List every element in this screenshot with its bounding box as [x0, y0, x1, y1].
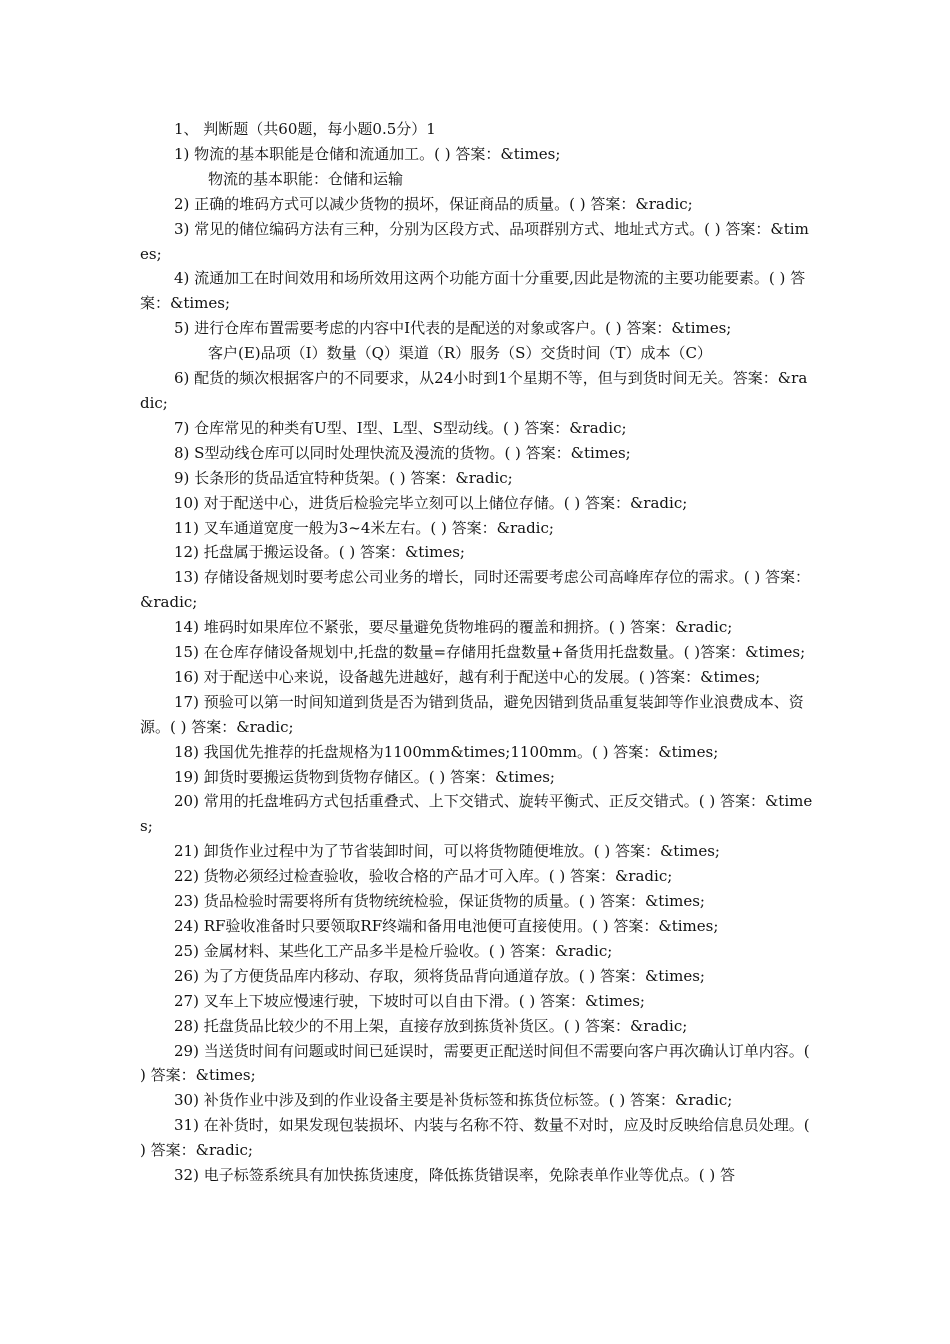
question-item: 11) 叉车通道宽度一般为3~4米左右。( ) 答案：&radic; — [174, 518, 554, 537]
question-item: 3) 常见的储位编码方法有三种，分别为区段方式、品项群别方式、地址式方式。( ) 答案：&times; — [140, 219, 809, 263]
question-item: 16) 对于配送中心来说，设备越先进越好，越有利于配送中心的发展。( )答案：&times; — [174, 667, 761, 686]
question-item: 27) 叉车上下坡应慢速行驶，下坡时可以自由下滑。( ) 答案：&times; — [174, 991, 645, 1010]
question-item: 2) 正确的堆码方式可以减少货物的损坏，保证商品的质量。( ) 答案：&radic; — [174, 194, 693, 213]
question-item: 32) 电子标签系统具有加快拣货速度，降低拣货错误率，免除表单作业等优点。( ) 答 — [174, 1166, 735, 1185]
note-line: 物流的基本职能：仓储和运输 — [208, 169, 404, 188]
question-item: 4) 流通加工在时间效用和场所效用这两个功能方面十分重要,因此是物流的主要功能要素。( ) 答案：&times; — [140, 269, 806, 313]
question-item: 1) 物流的基本职能是仓储和流通加工。( ) 答案：&times; — [174, 144, 561, 163]
question-item: 25) 金属材料、某些化工产品多半是检斤验收。( ) 答案：&radic; — [174, 941, 613, 960]
question-item: 5) 进行仓库布置需要考虑的内容中Ⅰ代表的是配送的对象或客户。( ) 答案：&times; — [174, 319, 732, 338]
question-item: 29) 当送货时间有问题或时间已延误时，需要更正配送时间但不需要向客户再次确认订单内容。( ) 答案：&times; — [140, 1041, 810, 1085]
question-item: 7) 仓库常见的种类有U型、I型、L型、S型动线。( ) 答案：&radic; — [174, 418, 627, 437]
question-item: 18) 我国优先推荐的托盘规格为1100mm&times;1100mm。( ) 答案：&times; — [174, 742, 719, 761]
question-item: 15) 在仓库存储设备规划中,托盘的数量=存储用托盘数量+备货用托盘数量。( )答案：&times; — [174, 643, 806, 662]
question-item: 21) 卸货作业过程中为了节省装卸时间，可以将货物随便堆放。( ) 答案：&times; — [174, 842, 720, 861]
question-item: 23) 货品检验时需要将所有货物统统检验，保证货物的质量。( ) 答案：&times; — [174, 892, 705, 911]
question-item: 31) 在补货时，如果发现包装损坏、内装与名称不符、数量不对时，应及时反映给信息员处理。( ) 答案：&radic; — [140, 1116, 810, 1160]
note-line: 客户(E)品项（I）数量（Q）渠道（R）服务（S）交货时间（T）成本（C） — [208, 344, 712, 363]
question-item: 17) 预验可以第一时间知道到货是否为错到货品，避免因错到货品重复装卸等作业浪费成本、资源。( ) 答案：&radic; — [140, 692, 804, 736]
question-item: 6) 配货的频次根据客户的不同要求，从24小时到1个星期不等，但与到货时间无关。答案：&radic; — [140, 369, 808, 412]
question-item: 28) 托盘货品比较少的不用上架，直接存放到拣货补货区。( ) 答案：&radic; — [174, 1016, 688, 1035]
question-item: 13) 存储设备规划时要考虑公司业务的增长，同时还需要考虑公司高峰库存位的需求。( ) 答案：&radic; — [140, 568, 810, 612]
question-item: 30) 补货作业中涉及到的作业设备主要是补货标签和拣货位标签。( ) 答案：&radic; — [174, 1091, 733, 1110]
question-item: 9) 长条形的货品适宜特种货架。( ) 答案：&radic; — [174, 468, 513, 487]
question-item: 24) RF验收准备时只要领取RF终端和备用电池便可直接使用。( ) 答案：&times; — [174, 917, 719, 935]
question-item: 10) 对于配送中心，进货后检验完毕立刻可以上储位存储。( ) 答案：&radic; — [174, 493, 688, 512]
question-item: 26) 为了方便货品库内移动、存取，须将货品背向通道存放。( ) 答案：&times; — [174, 966, 705, 985]
question-item: 20) 常用的托盘堆码方式包括重叠式、上下交错式、旋转平衡式、正反交错式。( ) 答案：&times; — [140, 792, 813, 836]
section-heading: 1、 判断题（共60题，每小题0.5分）1 — [174, 120, 436, 138]
question-item: 14) 堆码时如果库位不紧张，要尽量避免货物堆码的覆盖和拥挤。( ) 答案：&radic; — [174, 618, 733, 637]
question-item: 8) S型动线仓库可以同时处理快流及漫流的货物。( ) 答案：&times; — [174, 443, 631, 462]
question-item: 12) 托盘属于搬运设备。( ) 答案：&times; — [174, 543, 465, 562]
question-item: 19) 卸货时要搬运货物到货物存储区。( ) 答案：&times; — [174, 767, 555, 786]
question-item: 22) 货物必须经过检查验收，验收合格的产品才可入库。( ) 答案：&radic; — [174, 867, 673, 886]
question-list — [140, 142, 814, 1188]
